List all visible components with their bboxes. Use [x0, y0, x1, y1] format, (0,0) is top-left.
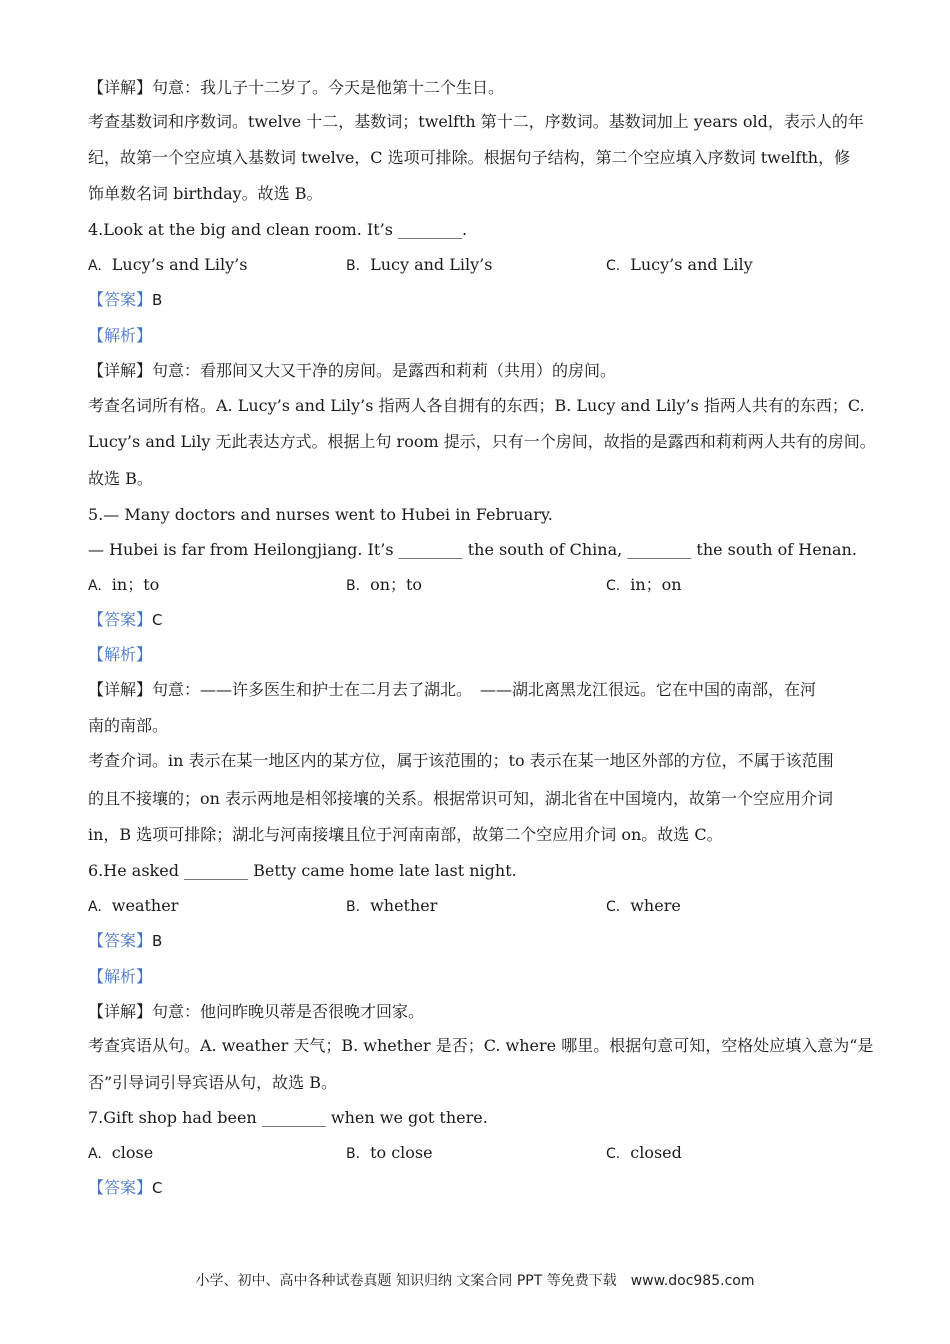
answer-line: [88, 1178, 163, 1198]
text-line: 饰单数名词 birthday。故选 B。: [88, 184, 323, 203]
option-b: [346, 575, 422, 596]
option-a: [88, 896, 178, 917]
option-text: on；to: [370, 575, 423, 594]
text-line: 4.Look at the big and clean room. It’s ________.: [88, 220, 468, 239]
option-text: weather: [111, 896, 179, 915]
analysis-label: 【解析】: [88, 967, 153, 986]
option-letter: A.: [88, 578, 102, 594]
text-line: 考查宾语从句。A. weather 天气；B. whether 是否；C. where 哪里。根据句意可知，空格处应填入意为“是: [88, 1036, 874, 1055]
option-letter: B.: [346, 258, 361, 274]
text-line: 的且不接壤的；on 表示两地是相邻接壤的关系。根据常识可知，湖北省在中国境内，故第一个空应用介词: [88, 789, 834, 808]
option-c: [606, 1143, 682, 1164]
analysis-label: 【解析】: [88, 326, 153, 345]
text-line: 【详解】句意：看那间又大又干净的房间。是露西和莉莉（共用）的房间。: [88, 361, 617, 380]
text-line: 7.Gift shop had been ________ when we got there.: [88, 1108, 488, 1127]
option-text: Lucy and Lily’s: [370, 255, 493, 274]
text-line: 故选 B。: [88, 469, 153, 488]
text-line: in，B 选项可排除；湖北与河南接壤且位于河南南部，故第二个空应用介词 on。故选 C。: [88, 825, 723, 844]
option-letter: A.: [88, 1146, 102, 1162]
answer-line: [88, 290, 162, 310]
text-line: 南的南部。: [88, 716, 169, 735]
option-letter: A.: [88, 258, 102, 274]
option-text: in；to: [111, 575, 160, 594]
option-b: [346, 896, 437, 917]
text-line: 5.— Many doctors and nurses went to Hubei in February.: [88, 505, 553, 524]
answer-value: C: [152, 1179, 163, 1197]
text-line: 考查介词。in 表示在某一地区内的某方位，属于该范围的；to 表示在某一地区外部的方位，不属于该范围: [88, 751, 834, 770]
answer-line: [88, 610, 163, 630]
option-letter: C.: [606, 258, 621, 274]
option-text: in；on: [630, 575, 682, 594]
text-line: 否”引导词引导宾语从句，故选 B。: [88, 1073, 338, 1092]
text-line: 6.He asked ________ Betty came home late last night.: [88, 861, 517, 880]
option-letter: C.: [606, 578, 621, 594]
text-line: 【详解】句意：他问昨晚贝蒂是否很晚才回家。: [88, 1002, 425, 1021]
option-letter: B.: [346, 899, 361, 915]
option-text: to close: [370, 1143, 433, 1162]
answer-label: 【答案】: [88, 1178, 153, 1197]
text-line: — Hubei is far from Heilongjiang. It’s ________ the south of China, ________ the south of Henan.: [88, 540, 857, 559]
analysis-label: 【解析】: [88, 645, 153, 664]
answer-value: B: [152, 291, 163, 309]
answer-label: 【答案】: [88, 290, 153, 309]
option-text: close: [111, 1143, 154, 1162]
answer-label: 【答案】: [88, 610, 153, 629]
option-b: [346, 1143, 433, 1164]
answer-value: C: [152, 611, 163, 629]
page-footer: 小学、初中、高中各种试卷真题 知识归纳 文案合同 PPT 等免费下载 www.doc985.com: [195, 1273, 755, 1289]
option-b: [346, 255, 492, 276]
option-letter: B.: [346, 1146, 361, 1162]
option-a: [88, 1143, 153, 1164]
option-letter: C.: [606, 899, 621, 915]
answer-value: B: [152, 932, 163, 950]
text-line: 【详解】句意：我儿子十二岁了。今天是他第十二个生日。: [88, 78, 505, 97]
option-a: [88, 575, 159, 596]
text-line: 考查基数词和序数词。twelve 十二，基数词；twelfth 第十二，序数词。基数词加上 years old，表示人的年: [88, 112, 864, 131]
option-letter: A.: [88, 899, 102, 915]
option-text: Lucy’s and Lily’s: [111, 255, 248, 274]
text-line: Lucy’s and Lily 无此表达方式。根据上句 room 提示，只有一个房间，故指的是露西和莉莉两人共有的房间。: [88, 432, 876, 451]
option-text: Lucy’s and Lily: [630, 255, 753, 274]
answer-label: 【答案】: [88, 931, 153, 950]
text-line: 【详解】句意：——许多医生和护士在二月去了湖北。 ——湖北离黑龙江很远。它在中国的南部，在河: [88, 680, 817, 699]
option-text: where: [630, 896, 681, 915]
text-line: 纪，故第一个空应填入基数词 twelve，C 选项可排除。根据句子结构，第二个空应填入序数词 twelfth，修: [88, 148, 851, 167]
option-text: whether: [370, 896, 438, 915]
text-line: 考查名词所有格。A. Lucy’s and Lily’s 指两人各自拥有的东西；B. Lucy and Lily’s 指两人共有的东西；C.: [88, 396, 865, 415]
option-letter: C.: [606, 1146, 621, 1162]
option-c: [606, 575, 682, 596]
option-text: closed: [630, 1143, 682, 1162]
option-a: [88, 255, 247, 276]
option-letter: B.: [346, 578, 361, 594]
answer-line: [88, 931, 162, 951]
option-c: [606, 896, 681, 917]
option-c: [606, 255, 753, 276]
